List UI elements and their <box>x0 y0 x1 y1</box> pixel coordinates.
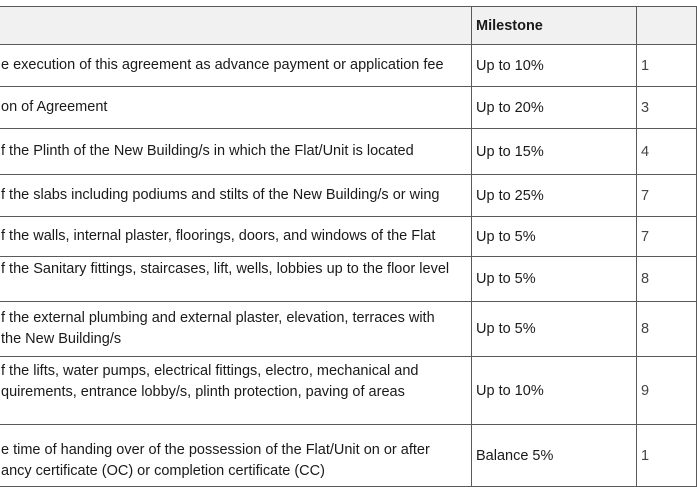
description-line: e execution of this agreement as advance payment or application fee <box>1 57 444 73</box>
description-line: quirements, entrance lobby/s, plinth protection, paving of areas <box>1 384 405 400</box>
description-line: f the walls, internal plaster, floorings, doors, and windows of the Flat <box>1 228 436 244</box>
header-amount <box>637 7 697 45</box>
table-row <box>0 129 697 175</box>
table-row <box>0 425 697 487</box>
header-milestone: Milestone <box>472 7 637 45</box>
description-line: the New Building/s <box>1 331 122 347</box>
row-amount: 7 <box>637 175 697 217</box>
table-row <box>0 257 697 302</box>
table-row <box>0 217 697 257</box>
row-milestone: Up to 25% <box>472 175 637 217</box>
description-line: on of Agreement <box>1 99 108 115</box>
row-milestone: Up to 10% <box>472 45 637 87</box>
description-line: f the Sanitary fittings, staircases, lift, wells, lobbies up to the floor level <box>1 261 450 277</box>
description-line: f the lifts, water pumps, electrical fittings, electro, mechanical and <box>1 363 419 379</box>
row-amount: 8 <box>637 302 697 357</box>
row-amount: 4 <box>637 129 697 175</box>
row-description <box>0 45 472 87</box>
table-row <box>0 175 697 217</box>
row-milestone: Up to 15% <box>472 129 637 175</box>
row-milestone: Up to 10% <box>472 357 637 425</box>
row-description <box>0 257 472 302</box>
table-row <box>0 45 697 87</box>
row-description <box>0 87 472 129</box>
description-line: f the slabs including podiums and stilts of the New Building/s or wing <box>1 187 440 203</box>
row-description <box>0 129 472 175</box>
description-line: f the external plumbing and external plaster, elevation, terraces with <box>1 310 435 326</box>
row-amount: 8 <box>637 257 697 302</box>
row-milestone: Up to 5% <box>472 257 637 302</box>
table-row <box>0 302 697 357</box>
row-amount: 1 <box>637 45 697 87</box>
row-milestone: Up to 20% <box>472 87 637 129</box>
table-row <box>0 87 697 129</box>
row-description <box>0 217 472 257</box>
table-header-row <box>0 7 697 45</box>
row-amount: 1 <box>637 425 697 487</box>
row-amount: 3 <box>637 87 697 129</box>
description-line: f the Plinth of the New Building/s in which the Flat/Unit is located <box>1 143 414 159</box>
row-amount: 9 <box>637 357 697 425</box>
table-row <box>0 357 697 425</box>
row-description <box>0 357 472 425</box>
row-amount: 7 <box>637 217 697 257</box>
row-milestone: Up to 5% <box>472 302 637 357</box>
description-line: e time of handing over of the possession of the Flat/Unit on or after <box>1 442 430 458</box>
row-description <box>0 302 472 357</box>
row-description <box>0 425 472 487</box>
row-description <box>0 175 472 217</box>
payment-milestone-table <box>0 6 697 487</box>
row-milestone: Balance 5% <box>472 425 637 487</box>
header-description <box>0 7 472 45</box>
row-milestone: Up to 5% <box>472 217 637 257</box>
description-line: ancy certificate (OC) or completion certificate (CC) <box>1 463 325 479</box>
